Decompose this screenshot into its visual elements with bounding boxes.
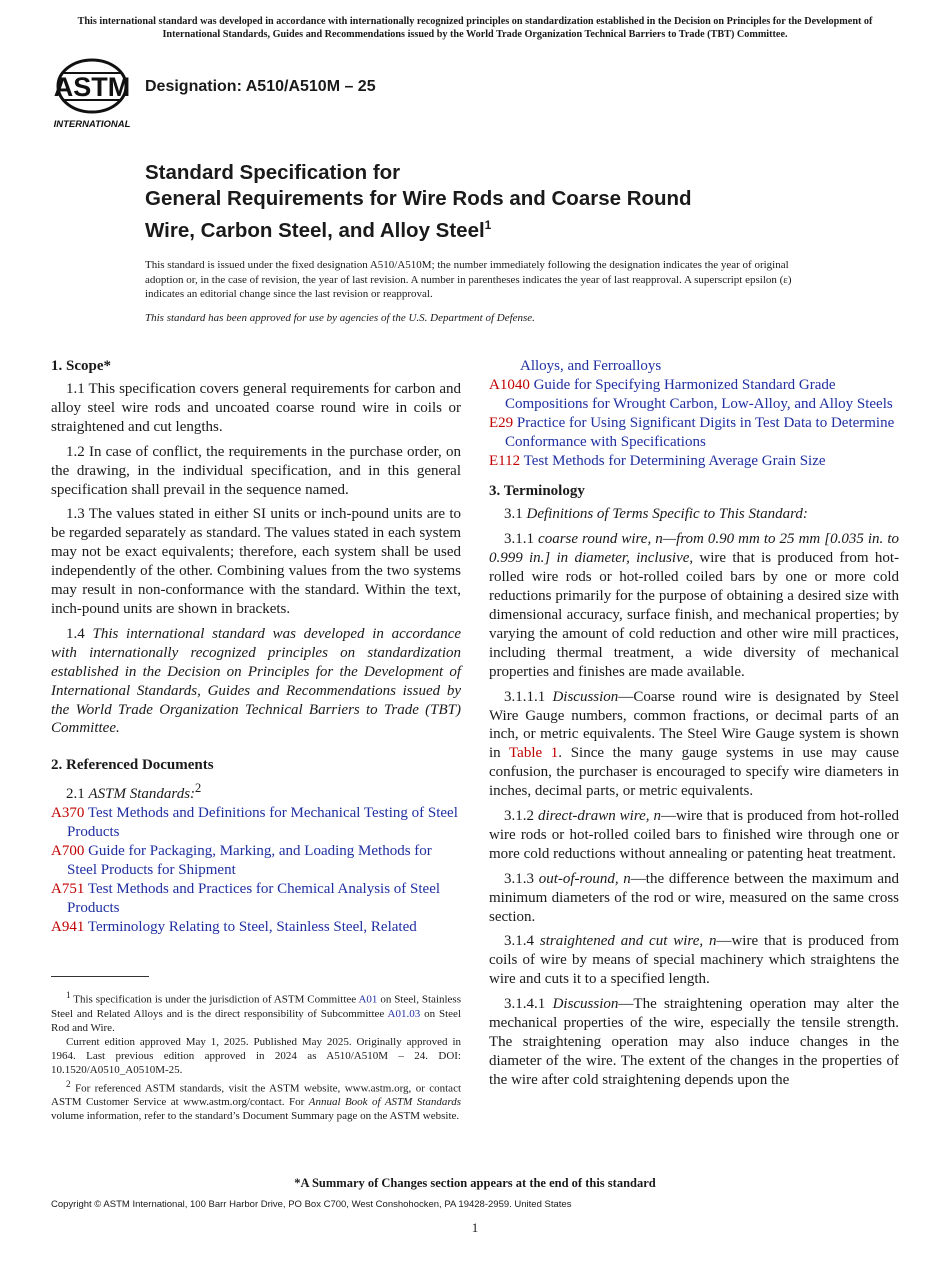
logo-subtext: INTERNATIONAL: [53, 119, 131, 130]
footnotes: [51, 988, 461, 1123]
astm-logo-icon: [52, 56, 136, 132]
terminology-heading: 3. Terminology: [489, 483, 585, 500]
ref-item[interactable]: A941 Terminology Relating to Steel, Stainless Steel, Related: [51, 918, 417, 935]
scope-1-4: 1.4 This international standard was developed in accordance with internationally recognized principles on standardization established in the Decision on Principles for the Development of International Standards, Guides and Recommendations issued by the World Trade Organization Technical Barriers to Trade (TBT) Committee.: [51, 625, 462, 737]
scope-1-2: 1.2 In case of conflict, the requirements in the purchase order, on the drawing, in the individual specification, and in this general specification shall prevail in the sequence named.: [51, 443, 461, 498]
term-3-1-4: 3.1.4 straightened and cut wire, n—wire that is produced from coils of wire by means of special machinery which straightens the wire and cuts it to a specified length.: [489, 933, 900, 988]
footnote-2: $^2$ For referenced ASTM standards, visit the ASTM website, www.astm.org, or contact ASTM Customer Service at www.astm.org/contact. For Annual Book of ASTM Standards volume information, refer to the standard’s Document Summary page on the ASTM website.: [51, 1078, 462, 1123]
ref-item[interactable]: E29 Practice for Using Significant Digits in Test Data to Determine Conformance with Specifications: [489, 414, 895, 450]
tbt-notice: This international standard was developed in accordance with internationally recognized principles on standardization established in the Decision on Principles for the Development of International Standards, Guides and Recommendations issued by the World Trade Organization Technical Barriers to Trade (TBT) Committee.: [77, 16, 873, 40]
term-3-1-4-1: 3.1.4.1 Discussion—The straightening operation may alter the mechanical properties of the wire, especially the tensile strength. The straightening operation may also induce changes in the diameter of the wire. The extent of the changes in the properties of the wire after cold straightening depends upon the: [489, 996, 899, 1088]
ref-item[interactable]: E112 Test Methods for Determining Average Grain Size: [489, 452, 826, 469]
designation: Designation: A510/A510M – 25: [145, 78, 376, 95]
subcommittee-link[interactable]: A01.03: [387, 1007, 421, 1020]
scope-1-3: 1.3 The values stated in either SI units or inch-pound units are to be regarded separately as standard. The values stated in each system may not be exact equivalents; therefore, each system shall be used independently of the other. Combining values from the two systems may result in non-conformance with the standard. Within the text, inch-pound units are shown in brackets.: [51, 506, 461, 617]
refdocs-heading: 2. Referenced Documents: [51, 757, 214, 774]
ref-item[interactable]: A700 Guide for Packaging, Marking, and Loading Methods for Steel Products for Shipment: [51, 843, 432, 878]
page-number: 1: [471, 1220, 479, 1235]
ref-item[interactable]: A370 Test Methods and Definitions for Mechanical Testing of Steel Products: [51, 805, 458, 841]
term-3-1-3: 3.1.3 out-of-round, n—the difference between the maximum and minimum diameters of the rod or wire, measured on the same cross section.: [489, 870, 900, 925]
title-line-2: General Requirements for Wire Rods and Coarse Round: [145, 187, 692, 210]
copyright: Copyright © ASTM International, 100 Barr Harbor Drive, PO Box C700, West Conshohocken, PA 19428-2959. United States: [51, 1199, 572, 1210]
term-3-1: 3.1 Definitions of Terms Specific to This Standard:: [504, 506, 808, 523]
left-column: [51, 357, 461, 937]
astm-standards-label: 2.1 ASTM Standards:$^2$: [66, 781, 202, 803]
ref-item[interactable]: A1040 Guide for Specifying Harmonized Standard Grade Compositions for Wrought Carbon, Low-Alloy, and Alloy Steels: [489, 376, 893, 412]
logo-letters: ASTM: [53, 72, 131, 102]
table-1-link[interactable]: Table 1: [509, 745, 559, 762]
summary-of-changes-note: *A Summary of Changes section appears at the end of this standard: [294, 1176, 656, 1190]
term-3-1-1: 3.1.1 coarse round wire, n—from 0.90 mm to 25 mm [0.035 in. to 0.999 in.] in diameter, inclusive, wire that is produced from hot-rolled wire rods or hot-rolled coiled bars by one or more cold reductions primarily for the purpose of obtaining a desired size with dimensional accuracy, surface finish, and mechanical properties; by varying the amount of cold reduction and other wire mill practices, including thermal treatment, a wide diversity of mechanical properties and finishes are made available.: [489, 531, 900, 680]
term-3-1-1-1: 3.1.1.1 Discussion—Coarse round wire is designated by Steel Wire Gauge numbers, common fractions, or decimal parts of an inch, or metric equivalents. The Steel Wire Gauge system is shown in Table 1. Since the many gauge systems in use may cause confusion, the purchaser is encouraged to specify wire diameters in inches, decimal parts, or metric equivalents.: [489, 688, 900, 800]
ref-item[interactable]: A751 Test Methods and Practices for Chemical Analysis of Steel Products: [51, 880, 441, 916]
footnote-rule: [51, 976, 149, 977]
issuance-note: This standard is issued under the fixed designation A510/A510M; the number immediately following the designation indicates the year of original adoption or, in the case of revision, the year of last revision. A number in parentheses indicates the year of last reapproval. A superscript epsilon (ε) indicates an editorial change since the last revision or reapproval.: [145, 259, 792, 300]
committee-link[interactable]: A01: [358, 993, 378, 1006]
title-line-1: Standard Specification for: [145, 161, 401, 184]
page-title: [145, 160, 845, 244]
footnote-1: $^1$ This specification is under the jurisdiction of ASTM Committee A01 on Steel, Stainless Steel and Related Alloys and is the direct responsibility of Subcommittee A01.03 on Steel Rod and Wire.: [51, 990, 461, 1034]
right-column: [489, 357, 899, 1096]
scope-heading: 1. Scope*: [51, 358, 111, 374]
term-3-1-2: 3.1.2 direct-drawn wire, n—wire that is produced from hot-rolled wire rods or hot-rolled coiled bars to finished wire through one or more cold reductions without annealing or patenting heat treatment.: [489, 808, 899, 862]
footnote-1-edition: Current edition approved May 1, 2025. Published May 2025. Originally approved in 1964. Last previous edition approved in 2024 as A510/A510M – 24. DOI: 10.1520/A0510_A0510M-25.: [51, 1035, 461, 1076]
scope-1-1: 1.1 This specification covers general requirements for carbon and alloy steel wire rods and uncoated coarse round wire in coils or straightened and cut lengths.: [51, 381, 461, 435]
title-line-3: Wire, Carbon Steel, and Alloy Steel$^1$: [145, 218, 492, 242]
title-footnote-mark[interactable]: 1: [484, 218, 492, 232]
dod-approval: This standard has been approved for use by agencies of the U.S. Department of Defense.: [145, 312, 535, 324]
ref-item-continued[interactable]: Alloys, and Ferroalloys: [520, 358, 662, 374]
